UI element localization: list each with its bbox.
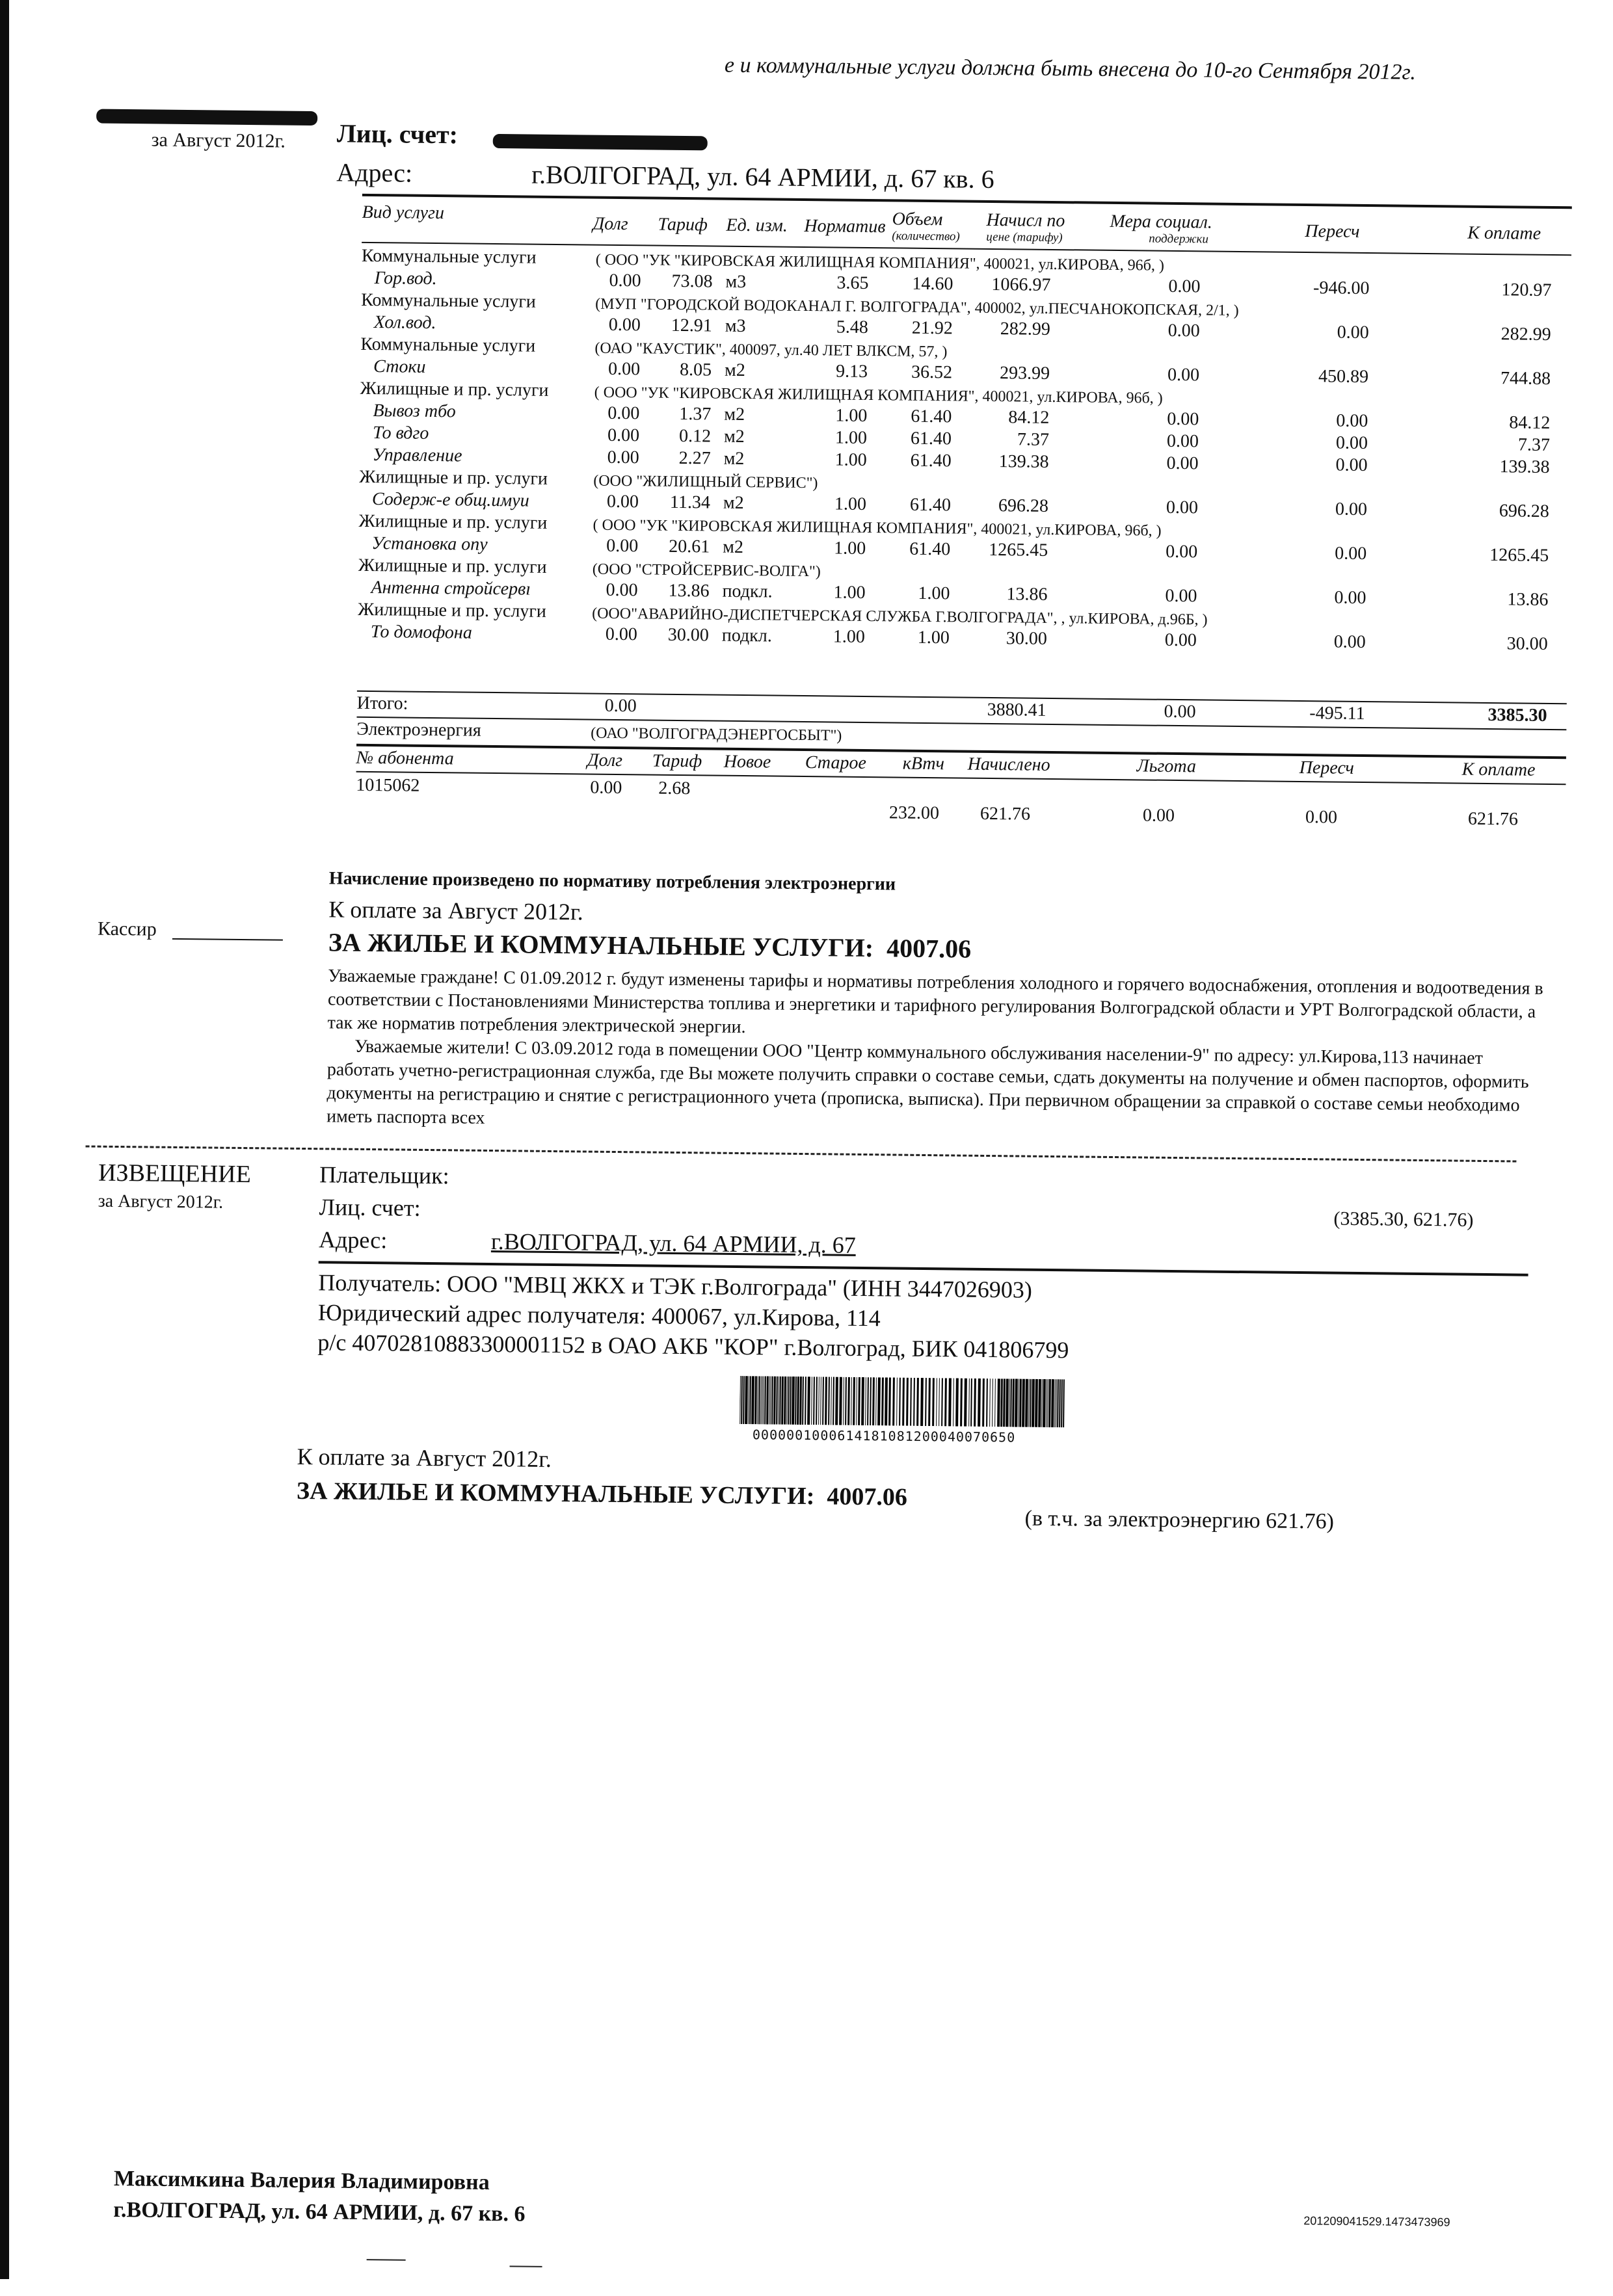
barcode-bar [825, 1377, 827, 1425]
provider-org: (ООО"АВАРИЙНО-ДИСПЕТЧЕРСКАЯ СЛУЖБА Г.ВОЛГОГРАДА", , ул.КИРОВА, д.96Б, ) [592, 605, 1208, 629]
cell-tariff: 13.86 [668, 580, 710, 601]
barcode-bar [928, 1378, 931, 1426]
cell-to-pay: 282.99 [1500, 324, 1551, 345]
electricity-org: (ОАО "ВОЛГОГРАДЭНЕРГОСБЫТ") [591, 724, 842, 745]
cell-recalc: 0.00 [1335, 543, 1367, 564]
barcode-bar [872, 1377, 875, 1425]
cell-volume: 36.52 [911, 362, 953, 383]
barcode-bar [870, 1377, 872, 1425]
total-row [356, 693, 1567, 726]
barcode-bar [861, 1377, 864, 1425]
cell-to-pay: 696.28 [1499, 501, 1550, 521]
cell-tariff: 11.34 [669, 492, 711, 513]
cell-charged: 1066.97 [991, 274, 1051, 295]
cell-to-pay: 1265.45 [1489, 545, 1549, 566]
col-charged-sub: цене (тарифу) [986, 230, 1063, 245]
barcode-bar [846, 1377, 847, 1425]
service-name: Жилищные и пр. услуги [358, 555, 547, 577]
barcode-bar [828, 1377, 830, 1425]
cell-debt: 0.00 [605, 624, 637, 645]
electricity-label: Электроэнергия [356, 719, 481, 741]
barcode-bar [847, 1377, 850, 1425]
cell-social: 0.00 [1167, 408, 1199, 430]
cell-debt: 0.00 [608, 314, 641, 336]
cell-debt: 0.00 [607, 358, 641, 380]
cell-norm: 3.65 [836, 272, 869, 294]
cell-social: 0.00 [1165, 585, 1197, 607]
barcode-bar [807, 1377, 810, 1425]
barcode-bar [944, 1378, 947, 1426]
col-unit: Ед. изм. [726, 215, 788, 236]
cell-tariff: 20.61 [669, 536, 710, 557]
slip-pay-for-period: К оплате за Август 2012г. [297, 1443, 552, 1473]
cell-unit: м2 [723, 426, 745, 447]
cell-volume: 21.92 [911, 317, 953, 339]
col-social [1110, 212, 1212, 247]
total-debt: 0.00 [604, 695, 637, 717]
cell-norm: 1.00 [834, 449, 867, 470]
barcode-bar [916, 1378, 919, 1426]
barcode-bar [941, 1378, 944, 1426]
service-name: Коммунальные услуги [360, 334, 536, 356]
cell-norm: 1.00 [834, 494, 867, 514]
service-subtype: Вывоз тбо [373, 401, 456, 422]
elec-charged: 621.76 [980, 803, 1031, 825]
barcode-bar [802, 1377, 804, 1425]
cell-norm: 9.13 [835, 361, 868, 382]
col-volume [892, 209, 960, 244]
barcode-bar [813, 1377, 815, 1425]
cell-recalc: 450.89 [1318, 366, 1369, 388]
barcode-bar [816, 1377, 818, 1425]
barcode-bar [896, 1378, 898, 1426]
cell-debt: 0.00 [606, 535, 639, 557]
bank-details: р/с 40702810883300001152 в ОАО АКБ "КОР" г.Волгоград, БИК 041806799 [317, 1329, 1069, 1364]
cell-social: 0.00 [1167, 364, 1200, 386]
payment-deadline: е и коммунальные услуги должна быть внесена до 10-го Сентября 2012г. [724, 53, 1417, 85]
barcode-bar [939, 1378, 940, 1426]
cell-volume: 61.40 [910, 428, 952, 449]
cell-debt: 0.00 [607, 402, 640, 424]
cell-to-pay: 7.37 [1517, 434, 1551, 455]
cell-recalc: 0.00 [1337, 322, 1369, 343]
barcode-bar [932, 1378, 935, 1426]
cut-line [86, 1145, 1517, 1162]
elec-col-new: Новое [723, 751, 771, 772]
cell-norm: 1.00 [834, 427, 868, 448]
cell-social: 0.00 [1166, 497, 1199, 518]
redaction-mark [96, 109, 317, 126]
cell-unit: подкл. [721, 625, 772, 646]
barcode-bar [819, 1377, 820, 1425]
barcode-bar [948, 1378, 951, 1426]
cell-charged: 30.00 [1006, 628, 1047, 649]
elec-col-tariff: Тариф [652, 750, 702, 772]
pay-for-period: К оплате за Август 2012г. [328, 896, 583, 925]
barcode-bar [833, 1377, 835, 1425]
barcode-bar [851, 1377, 852, 1425]
service-subtype: Антенна стройсервı [371, 577, 531, 600]
cell-tariff: 2.27 [678, 447, 711, 469]
barcode-bar [971, 1379, 973, 1427]
barcode-bar [859, 1377, 861, 1425]
cell-recalc: 0.00 [1335, 499, 1368, 520]
elec-col-charged: Начислено [967, 754, 1050, 775]
total-amount-line [328, 927, 972, 964]
barcode-bar [853, 1377, 855, 1425]
cell-to-pay: 84.12 [1509, 412, 1551, 433]
total-recalc: -495.11 [1309, 703, 1365, 724]
barcode-bar [953, 1378, 955, 1426]
slip-electricity-included: (в т.ч. за электроэнергию 621.76) [1024, 1506, 1335, 1534]
barcode-bar [875, 1377, 877, 1425]
notice-block [327, 964, 1551, 1141]
cell-volume: 1.00 [917, 627, 950, 648]
barcode-bar [925, 1378, 927, 1426]
cell-tariff: 8.05 [679, 359, 712, 380]
service-name: Жилищные и пр. услуги [358, 599, 547, 622]
barcode-bar [902, 1378, 905, 1426]
service-subtype: Установка опу [371, 533, 488, 555]
cell-debt: 0.00 [606, 579, 638, 601]
cell-charged: 84.12 [1008, 407, 1050, 428]
service-subtype: То вдго [372, 423, 429, 443]
cell-social: 0.00 [1166, 541, 1198, 562]
cell-volume: 14.60 [912, 273, 953, 295]
barcode-bar [1025, 1379, 1028, 1427]
slip-total-line [297, 1477, 907, 1512]
slip-period: за Август 2012г. [98, 1191, 224, 1213]
notice-paragraph-1: Уважаемые граждане! С 01.09.2012 г. будут изменены тарифы и нормативы потребления холодного и горячего водоснабжения, отопления и водоотведения в соответствии с Постановлениями Министерства топлива и энергетики и тарифного регулирования Волгоградской области и УРТ Волгоградской области, а так же норматив потребления электрической энергии. [327, 966, 1543, 1038]
period-label: за Август 2012г. [151, 129, 286, 152]
cell-norm: 1.00 [833, 626, 865, 647]
cell-social: 0.00 [1166, 453, 1199, 474]
provider-org: (МУП "ГОРОДСКОЙ ВОДОКАНАЛ Г. ВОЛГОГРАДА", 400002, ул.ПЕСЧАНОКОПСКАЯ, 2/1, ) [595, 295, 1239, 319]
service-subtype: Гор.вод. [374, 268, 437, 289]
barcode-bar [820, 1377, 821, 1425]
cell-charged: 7.37 [1017, 429, 1050, 450]
elec-col-to-pay: К оплате [1461, 759, 1536, 780]
cell-to-pay: 139.38 [1499, 456, 1550, 477]
total-to-pay: 3385.30 [1487, 705, 1547, 726]
fold-mark [510, 2265, 542, 2267]
provider-org: ( ООО "УК "КИРОВСКАЯ ЖИЛИЩНАЯ КОМПАНИЯ", 400021, ул.КИРОВА, 96б, ) [593, 516, 1162, 540]
elec-col-debt: Долг [587, 750, 623, 771]
barcode-bar [974, 1379, 976, 1427]
barcode-bar [960, 1379, 963, 1427]
cell-unit: м3 [725, 271, 747, 293]
cell-unit: м2 [723, 492, 744, 514]
slip-sums: (3385.30, 621.76) [1333, 1207, 1474, 1231]
recipient-block [317, 1267, 1069, 1365]
cell-tariff: 30.00 [667, 624, 709, 646]
cell-volume: 1.00 [918, 583, 950, 604]
barcode-bar [892, 1377, 895, 1425]
slip-address-label: Адрес: [318, 1226, 388, 1254]
cell-to-pay: 744.88 [1500, 368, 1551, 389]
cell-debt: 0.00 [607, 425, 640, 446]
cell-charged: 1265.45 [989, 539, 1048, 561]
total-label: ЗА ЖИЛЬЕ И КОММУНАЛЬНЫЕ УСЛУГИ: [328, 927, 874, 963]
barcode-bar [1043, 1379, 1045, 1427]
barcode-bar [920, 1378, 923, 1426]
barcode-bar [865, 1377, 866, 1425]
barcode-bar [899, 1378, 901, 1426]
service-name: Жилищные и пр. услуги [359, 466, 548, 489]
barcode-bar [1006, 1379, 1008, 1427]
cell-recalc: 0.00 [1335, 455, 1368, 476]
col-charged [986, 211, 1065, 245]
barcode-bar [811, 1377, 812, 1425]
barcode-bar [968, 1379, 970, 1427]
electricity-note: Начисление произведено по нормативу потребления электроэнергии [328, 868, 896, 895]
barcode-bar [956, 1379, 959, 1427]
slip-total-value: 4007.06 [827, 1483, 908, 1511]
cell-volume: 61.40 [911, 406, 952, 427]
cell-charged: 139.38 [998, 451, 1049, 472]
barcode-bar [843, 1377, 845, 1425]
slip-title: ИЗВЕЩЕНИЕ [98, 1159, 252, 1189]
cell-to-pay: 30.00 [1506, 633, 1548, 654]
service-name: Жилищные и пр. услуги [358, 510, 548, 533]
barcode-bar [997, 1379, 1000, 1427]
cell-recalc: 0.00 [1333, 631, 1366, 653]
barcode-bar [867, 1377, 869, 1425]
cell-debt: 0.00 [607, 447, 639, 468]
barcode-bar [822, 1377, 824, 1425]
barcode-number: 0000001000614181081200040070650 [752, 1427, 1016, 1445]
cell-norm: 1.00 [833, 582, 866, 603]
payer-name: Максимкина Валерия Владимировна [113, 2167, 490, 2195]
redaction-mark [493, 134, 708, 150]
cell-charged: 696.28 [998, 495, 1049, 516]
barcode-bar [831, 1377, 833, 1425]
total-social: 0.00 [1164, 701, 1196, 722]
col-to-pay: К оплате [1467, 222, 1541, 244]
recipient: Получатель: ООО "МВЦ ЖКХ и ТЭК г.Волгограда" (ИНН 3447026903) [318, 1269, 1033, 1303]
cell-recalc: 0.00 [1336, 410, 1368, 432]
barcode-bar [913, 1378, 915, 1426]
total-label: Итого: [356, 693, 408, 714]
cell-tariff: 12.91 [671, 315, 712, 336]
cell-debt: 0.00 [606, 491, 639, 512]
cell-unit: м2 [724, 360, 745, 381]
elec-col-old: Старое [805, 752, 867, 774]
provider-org: (ООО "СТРОЙСЕРВИС-ВОЛГА") [592, 561, 821, 581]
service-subtype: Хол.вод. [373, 312, 436, 334]
cell-to-pay: 120.97 [1501, 280, 1552, 301]
barcode-bar [1022, 1379, 1024, 1427]
elec-kwh: 232.00 [888, 802, 940, 824]
provider-org: (ОАО "КАУСТИК", 400097, ул.40 ЛЕТ ВЛКСМ, 57, ) [594, 339, 948, 361]
elec-col-subscriber: № абонента [356, 747, 454, 769]
col-volume-sub: (количество) [892, 229, 960, 244]
cell-recalc: -946.00 [1313, 278, 1370, 299]
cell-charged: 293.99 [999, 363, 1050, 384]
elec-divider [356, 771, 1566, 785]
fold-mark [367, 2259, 406, 2261]
cell-tariff: 0.12 [678, 425, 712, 447]
cell-volume: 61.40 [909, 494, 952, 516]
barcode-bar [994, 1379, 996, 1427]
total-divider-bottom [356, 744, 1566, 759]
cell-debt: 0.00 [609, 270, 641, 291]
cell-unit: м2 [723, 448, 745, 469]
cell-unit: м3 [725, 315, 746, 337]
cell-social: 0.00 [1167, 320, 1200, 341]
notice-paragraph-2: Уважаемые жители! С 03.09.2012 года в помещении ООО "Центр коммунального обслуживания населении-9" по адресу: ул.Кирова,113 начинает работать учетно-регистрационная служба, где Вы можете получить справки о составе семьи, сдать документы на получение и обмен паспортов, оформить документы на регистрацию и снятие с регистрационного учета (прописка, выписка). При первичном обращении за справкой о составе семьи необходимо иметь паспорта всех [326, 1036, 1529, 1128]
cell-norm: 1.00 [834, 538, 866, 559]
provider-org: ( ООО "УК "КИРОВСКАЯ ЖИЛИЩНАЯ КОМПАНИЯ", 400021, ул.КИРОВА, 96б, ) [595, 251, 1165, 274]
barcode-bar [1051, 1379, 1054, 1427]
col-volume-label: Объем [892, 209, 943, 230]
cell-recalc: 0.00 [1335, 432, 1368, 454]
service-name: Коммунальные услуги [361, 245, 537, 268]
col-debt: Долг [593, 213, 628, 235]
elec-col-benefit: Льгота [1136, 756, 1197, 777]
service-name: Жилищные и пр. услуги [360, 378, 549, 401]
payer-label: Плательщик: [319, 1161, 449, 1189]
cashier-label: Кассир [97, 917, 157, 940]
service-subtype: Содерж-е общ.имуи [371, 489, 529, 511]
barcode-bar [989, 1379, 991, 1427]
col-recalc: Пересч [1305, 221, 1360, 242]
barcode-bar [911, 1378, 913, 1426]
cell-volume: 61.40 [909, 538, 951, 560]
barcode-bar [1035, 1379, 1037, 1427]
elec-tariff: 2.68 [658, 778, 691, 799]
col-social-sub: поддержки [1149, 231, 1209, 246]
address-value: г.ВОЛГОГРАД, ул. 64 АРМИИ, д. 67 кв. 6 [531, 159, 994, 194]
cell-norm: 1.00 [835, 405, 868, 426]
barcode-bar [885, 1377, 887, 1425]
cell-unit: м2 [724, 404, 745, 425]
cell-unit: подкл. [722, 581, 773, 602]
cell-unit: м2 [723, 536, 744, 558]
charges-table [355, 199, 1571, 862]
cell-charged: 13.86 [1006, 584, 1048, 605]
barcode-bar [906, 1378, 909, 1426]
barcode-bar [881, 1377, 884, 1425]
barcode-bar [964, 1379, 966, 1427]
barcode [740, 1376, 1065, 1427]
elec-subscriber: 1015062 [356, 774, 420, 796]
slip-total-label: ЗА ЖИЛЬЕ И КОММУНАЛЬНЫЕ УСЛУГИ: [296, 1477, 815, 1511]
slip-address-value: г.ВОЛГОГРАД, ул. 64 АРМИИ, д. 67 [490, 1228, 856, 1258]
barcode-bar [856, 1377, 858, 1425]
col-service: Вид услуги [362, 202, 445, 224]
barcode-bar [805, 1377, 807, 1425]
elec-debt: 0.00 [590, 777, 622, 798]
elec-benefit: 0.00 [1142, 805, 1175, 826]
provider-org: (ООО "ЖИЛИЩНЫЙ СЕРВИС") [593, 472, 818, 492]
elec-col-kwh: кВтч [902, 753, 945, 774]
cell-social: 0.00 [1164, 629, 1197, 651]
barcode-bar [1032, 1379, 1034, 1427]
cell-tariff: 1.37 [679, 403, 712, 425]
address-label: Адрес: [336, 157, 413, 188]
col-charged-label: Начисл по [986, 209, 1065, 231]
barcode-bar [982, 1379, 985, 1427]
col-social-label: Мера социал. [1110, 211, 1212, 233]
barcode-bar [877, 1377, 880, 1425]
service-name: Коммунальные услуги [361, 289, 537, 312]
cell-volume: 61.40 [910, 450, 952, 471]
service-subtype: Стоки [373, 356, 426, 377]
cashier-signature-line [172, 938, 283, 941]
cell-social: 0.00 [1166, 430, 1199, 452]
barcode-bar [986, 1379, 988, 1427]
service-subtype: То домофона [370, 622, 472, 643]
payer-address: г.ВОЛГОГРАД, ул. 64 АРМИИ, д. 67 кв. 6 [113, 2198, 526, 2226]
barcode-bar [835, 1377, 838, 1425]
barcode-bar [936, 1378, 937, 1426]
total-charged: 3880.41 [987, 699, 1046, 720]
cell-to-pay: 13.86 [1507, 589, 1549, 610]
barcode-bar [1063, 1379, 1065, 1427]
barcode-bar [1015, 1379, 1017, 1427]
account-label: Лиц. счет: [336, 118, 459, 150]
elec-recalc: 0.00 [1305, 807, 1338, 828]
total-value: 4007.06 [886, 933, 972, 964]
elec-to-pay: 621.76 [1467, 808, 1519, 830]
barcode-bar [1019, 1379, 1022, 1427]
cell-charged: 282.99 [1000, 319, 1050, 339]
barcode-bar [839, 1377, 842, 1425]
barcode-bar [978, 1379, 980, 1427]
cell-norm: 5.48 [836, 317, 868, 338]
cell-tariff: 73.08 [671, 271, 713, 292]
col-norm: Норматив [804, 215, 886, 237]
barcode-bar [888, 1377, 891, 1425]
elec-col-recalc: Пересч [1299, 757, 1355, 778]
service-subtype: Управление [372, 445, 462, 466]
recipient-legal-address: Юридический адрес получателя: 400067, ул.Кирова, 114 [317, 1299, 881, 1332]
cell-recalc: 0.00 [1334, 587, 1366, 609]
cell-social: 0.00 [1168, 276, 1201, 297]
col-tariff: Тариф [658, 214, 708, 235]
document-id: 201209041529.1473473969 [1303, 2214, 1450, 2229]
slip-account-label: Лиц. счет: [319, 1194, 421, 1221]
barcode-bar [992, 1379, 993, 1427]
provider-org: ( ООО "УК "КИРОВСКАЯ ЖИЛИЩНАЯ КОМПАНИЯ", 400021, ул.КИРОВА, 96б, ) [594, 384, 1163, 407]
